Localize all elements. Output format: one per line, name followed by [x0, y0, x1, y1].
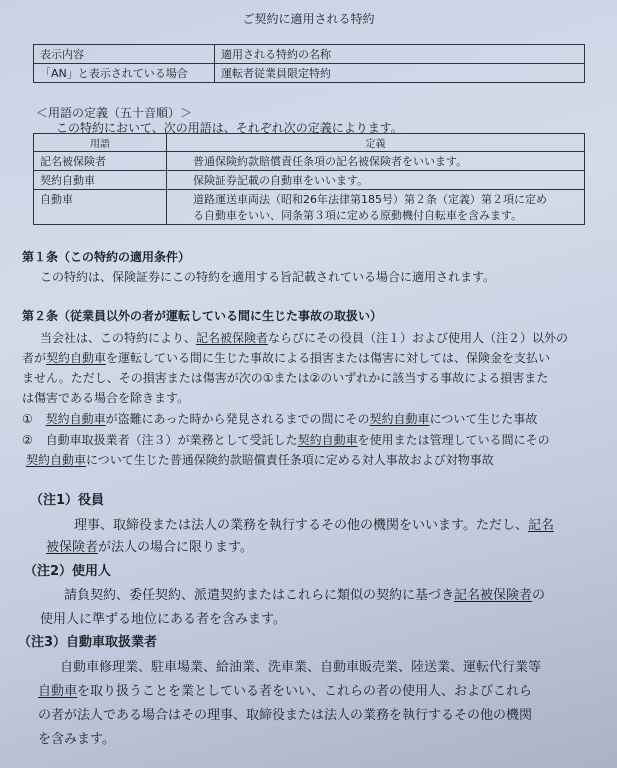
- article2-line: [40, 329, 568, 346]
- definition-cell: 保険証券記載の自動車をいいます。: [167, 171, 585, 190]
- underlined-term: 契約自動車: [45, 412, 106, 426]
- underlined-term: 記名: [527, 518, 554, 533]
- term-cell: 記名被保険者: [34, 152, 167, 171]
- text-span: について生じた普通保険約款賠償責任条項に定める対人事故および対物事故: [86, 453, 494, 467]
- text-span: 当会社は、この特約により、: [40, 331, 197, 345]
- definition-cell: 普通保険約款賠償責任条項の記名被保険者をいいます。: [167, 152, 585, 171]
- definition-cell: [167, 190, 585, 225]
- note2-heading: （注2）使用人: [24, 564, 112, 579]
- item-mark: ①: [22, 412, 33, 426]
- definition-line: 道路運送車両法（昭和26年法律第185号）第２条（定義）第２項に定め: [193, 193, 547, 206]
- text-span: を運転している間に生じた事故による損害または傷害に対しては、保険金を支払い: [106, 351, 551, 365]
- note1-line: [46, 538, 253, 558]
- table-row: [34, 64, 585, 83]
- definition-line: る自動車をいい、同条第３項に定める原動機付自転車を含みます。: [193, 209, 523, 222]
- article2-heading: 第２条（従業員以外の者が運転している間に生じた事故の取扱い）: [22, 309, 383, 323]
- table-row: [34, 190, 585, 225]
- note3-line: 自動車修理業、駐車場業、給油業、洗車業、自動車販売業、陸送業、運転代行業等: [60, 660, 542, 675]
- note1-heading: （注1）役員: [30, 493, 105, 508]
- underlined-term: 記名被保険者: [196, 331, 269, 345]
- text-span: について生じた事故: [429, 412, 538, 426]
- note3-line: の者が法人である場合はその理事、取締役または法人の業務を執行するその他の機関: [38, 708, 533, 723]
- text-span: ならびにその役員（注１）および使用人（注２）以外の: [268, 331, 569, 345]
- underlined-term: 被保険者: [46, 540, 99, 555]
- article2-line: [22, 349, 550, 366]
- table-cell: 表示内容: [34, 45, 215, 64]
- underlined-term: 記名被保険者: [454, 588, 533, 603]
- article1-body: この特約は、保険証券にこの特約を適用する旨記載されている場合に適用されます。: [40, 270, 496, 284]
- definitions-heading: ＜用語の定義（五十音順）＞: [36, 106, 193, 120]
- item-mark: ②: [22, 433, 33, 447]
- table-cell: 適用される特約の名称: [215, 45, 585, 64]
- note3-line: を含みます。: [38, 732, 115, 747]
- article1-heading: 第１条（この特約の適用条件）: [22, 250, 191, 264]
- text-span: 自動車取扱業者（注３）が業務として受託した: [45, 433, 298, 447]
- definitions-intro: この特約において、次の用語は、それぞれ次の定義によります。: [56, 121, 403, 135]
- definitions-table: [33, 133, 585, 225]
- underlined-term: 契約自動車: [369, 412, 430, 426]
- table-cell: 運転者従業員限定特約: [215, 64, 585, 83]
- table-cell: 「AN」と表示されている場合: [34, 64, 215, 83]
- underlined-term: 契約自動車: [26, 453, 87, 467]
- column-header: 定義: [167, 134, 585, 152]
- text-span: が法人の場合に限ります。: [98, 540, 253, 555]
- text-span: の: [532, 588, 546, 603]
- text-span: を使用または管理している間にその: [357, 433, 550, 447]
- table-row: [34, 152, 585, 171]
- table-row: [34, 45, 585, 64]
- article2-item-2-cont: [26, 451, 494, 468]
- article2-item-2: [22, 431, 550, 448]
- note3-heading: （注3）自動車取扱業者: [18, 635, 158, 650]
- article2-item-1: [22, 410, 537, 427]
- table-row: [34, 171, 585, 190]
- underlined-term: 自動車: [38, 684, 78, 699]
- underlined-term: 契約自動車: [46, 351, 107, 365]
- text-span: を取り扱うことを業としている者をいい、これらの者の使用人、およびこれら: [77, 684, 533, 699]
- note1-line: [74, 516, 554, 536]
- note2-line: 使用人に準ずる地位にある者を含みます。: [40, 612, 286, 627]
- note2-line: [64, 586, 545, 606]
- page-title: ご契約に適用される特約: [242, 12, 375, 26]
- term-cell: 自動車: [34, 190, 167, 225]
- special-clause-table: [33, 44, 585, 83]
- article2-line: ません。ただし、その損害または傷害が次の①または②のいずれかに該当する事故による損害また: [22, 371, 549, 385]
- column-header: 用語: [34, 134, 167, 152]
- text-span: が盗難にあった時から発見されるまでの間にその: [105, 412, 370, 426]
- table-header-row: [34, 134, 585, 152]
- note3-line: [38, 682, 532, 702]
- underlined-term: 契約自動車: [297, 433, 358, 447]
- article2-line: は傷害である場合を除きます。: [22, 391, 190, 405]
- text-span: 理事、取締役または法人の業務を執行するその他の機関をいいます。ただし、: [74, 518, 528, 533]
- term-cell: 契約自動車: [34, 171, 167, 190]
- text-span: 者が: [22, 351, 47, 365]
- text-span: 請負契約、委任契約、派遣契約またはこれらに類似の契約に基づき: [64, 588, 455, 603]
